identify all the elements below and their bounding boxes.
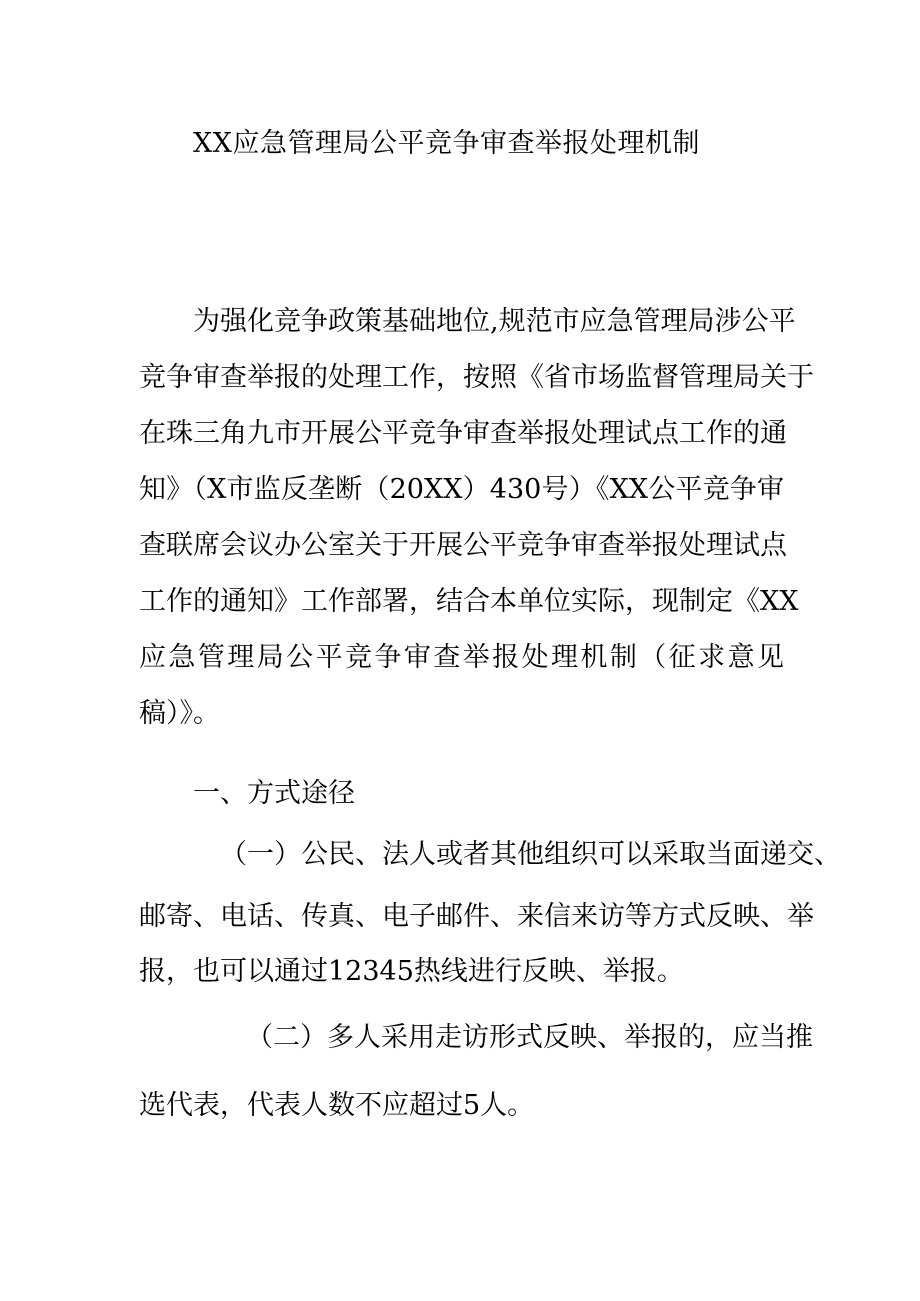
item-line: （二）多人采用走访形式反映、举报的，应当推	[246, 1022, 813, 1053]
item-line: 报，也可以通过12345热线进行反映、举报。	[139, 956, 684, 987]
item-line: 选代表，代表人数不应超过5人。	[139, 1090, 535, 1121]
intro-line: 竞争审查举报的处理工作，按照《省市场监督管理局关于	[139, 362, 814, 393]
section-heading: 一、方式途径	[193, 778, 355, 809]
item-line: 邮寄、电话、传真、电子邮件、来信来访等方式反映、举	[139, 901, 814, 932]
intro-line: 查联席会议办公室关于开展公平竞争审查举报处理试点	[139, 530, 787, 561]
item-line: （一）公民、法人或者其他组织可以采取当面递交、	[220, 839, 841, 870]
intro-line: 知》（X市监反垄断（20XX）430号）《XX公平竞争审	[139, 474, 784, 505]
intro-line: 在珠三角九市开展公平竞争审查举报处理试点工作的通	[139, 418, 787, 449]
intro-line: 工作的通知》工作部署，结合本单位实际，现制定《XX	[139, 586, 799, 617]
intro-line: 为强化竞争政策基础地位,规范市应急管理局涉公平	[193, 306, 796, 337]
intro-line: 应急管理局公平竞争审查举报处理机制（征求意见	[139, 642, 784, 673]
intro-line: 稿）》。	[139, 698, 220, 729]
document-title: XX应急管理局公平竞争审查举报处理机制	[193, 128, 700, 159]
